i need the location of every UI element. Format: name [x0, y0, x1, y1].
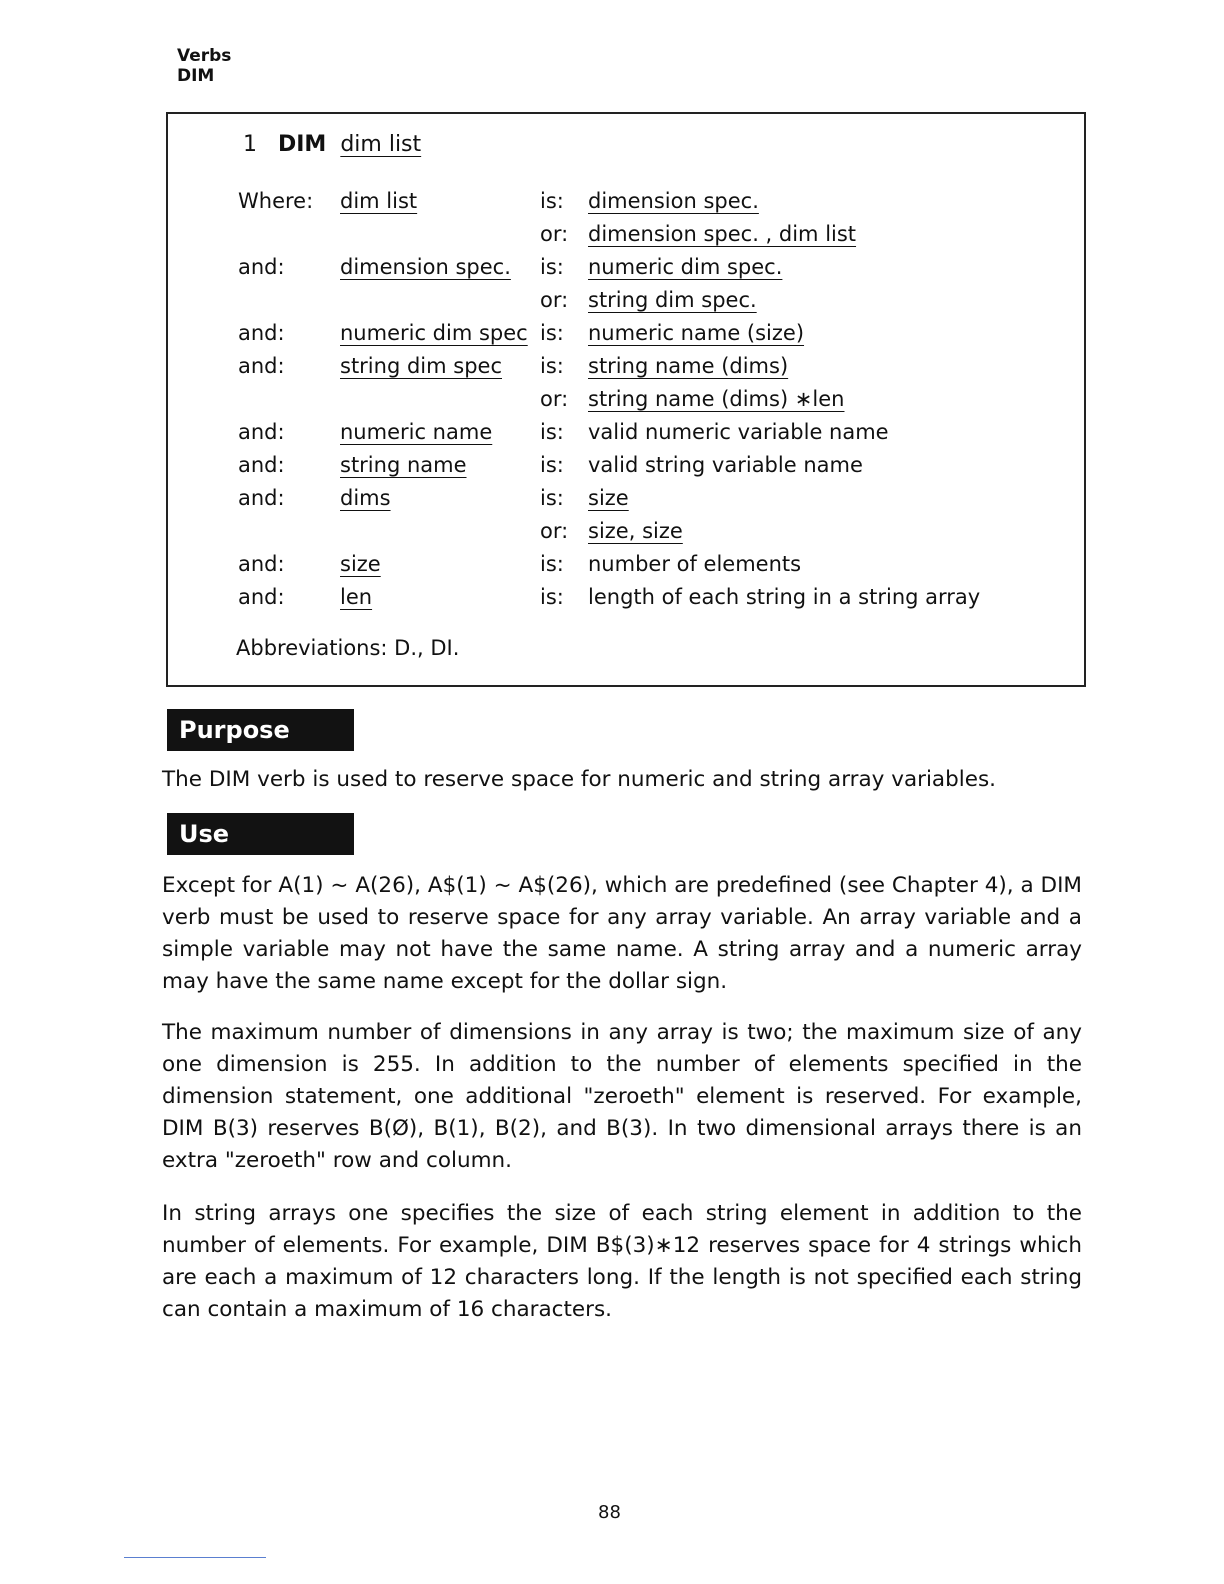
- row-def: string name (dims): [588, 354, 789, 378]
- row-def: length of each string in a string array: [588, 585, 981, 609]
- row-def: valid string variable name: [588, 453, 863, 477]
- row-rel: is:: [540, 354, 564, 378]
- row-rel: is:: [540, 486, 564, 510]
- row-label: and:: [238, 552, 285, 576]
- abbreviations: Abbreviations: D., DI.: [236, 636, 460, 660]
- row-def: size, size: [588, 519, 683, 543]
- row-rel: or:: [540, 387, 569, 411]
- footer-rule: [124, 1557, 266, 1558]
- syntax-keyword: DIM: [277, 132, 327, 157]
- row-term: string dim spec: [340, 354, 502, 378]
- row-label: Where:: [238, 189, 314, 213]
- row-label: and:: [238, 321, 285, 345]
- purpose-heading: Purpose: [167, 709, 354, 751]
- running-header: [177, 46, 231, 86]
- use-paragraph: The maximum number of dimensions in any array is two; the maximum size of any one dimension is 255. In addition to the number of elements specified in the dimension statement, one additional "zeroeth" element is reserved. For example, DIM B(3) reserves B(Ø), B(1), B(2), and B(3). In two dimensional arrays there is an extra "zeroeth" row and column.: [162, 1020, 1082, 1173]
- row-rel: is:: [540, 255, 564, 279]
- row-term: len: [340, 585, 373, 609]
- row-rel: is:: [540, 189, 564, 213]
- row-def: string dim spec.: [588, 288, 757, 312]
- row-rel: is:: [540, 321, 564, 345]
- row-rel: is:: [540, 420, 564, 444]
- row-label: and:: [238, 585, 285, 609]
- syntax-line-number: 1: [243, 132, 257, 157]
- header-section: Verbs: [177, 46, 232, 66]
- row-term: dimension spec.: [340, 255, 511, 279]
- row-def: size: [588, 486, 629, 510]
- row-rel: or:: [540, 222, 569, 246]
- row-term: size: [340, 552, 381, 576]
- row-label: and:: [238, 255, 285, 279]
- row-rel: is:: [540, 585, 564, 609]
- row-def: valid numeric variable name: [588, 420, 889, 444]
- row-def: dimension spec. , dim list: [588, 222, 857, 246]
- row-rel: is:: [540, 552, 564, 576]
- page-number: 88: [598, 1502, 621, 1523]
- row-def: numeric dim spec.: [588, 255, 783, 279]
- row-term: dim list: [340, 189, 418, 213]
- syntax-line: [243, 132, 421, 157]
- row-label: and:: [238, 354, 285, 378]
- row-label: and:: [238, 420, 285, 444]
- purpose-text: The DIM verb is used to reserve space for numeric and string array variables.: [162, 767, 996, 792]
- use-heading: Use: [167, 813, 354, 855]
- syntax-box: [166, 112, 1086, 687]
- row-term: numeric dim spec: [340, 321, 528, 345]
- row-label: and:: [238, 486, 285, 510]
- row-term: string name: [340, 453, 467, 477]
- row-rel: is:: [540, 453, 564, 477]
- row-term: numeric name: [340, 420, 493, 444]
- row-label: and:: [238, 453, 285, 477]
- row-rel: or:: [540, 288, 569, 312]
- row-def: numeric name (size): [588, 321, 805, 345]
- row-def: number of elements: [588, 552, 802, 576]
- header-verb: DIM: [177, 66, 215, 86]
- syntax-argument: dim list: [340, 132, 422, 157]
- use-paragraph: Except for A(1) ~ A(26), A$(1) ~ A$(26), which are predefined (see Chapter 4), a DIM verb must be used to reserve space for any array variable. An array variable and a simple variable may not have the same name. A string array and a numeric array may have the same name except for the dollar sign.: [162, 873, 1082, 994]
- row-rel: or:: [540, 519, 569, 543]
- row-def: dimension spec.: [588, 189, 759, 213]
- use-paragraph: In string arrays one specifies the size of each string element in addition to the number of elements. For example, DIM B$(3)∗12 reserves space for 4 strings which are each a maximum of 12 characters long. If the length is not specified each string can contain a maximum of 16 characters.: [162, 1201, 1082, 1322]
- row-def: string name (dims) ∗len: [588, 387, 845, 411]
- row-term: dims: [340, 486, 391, 510]
